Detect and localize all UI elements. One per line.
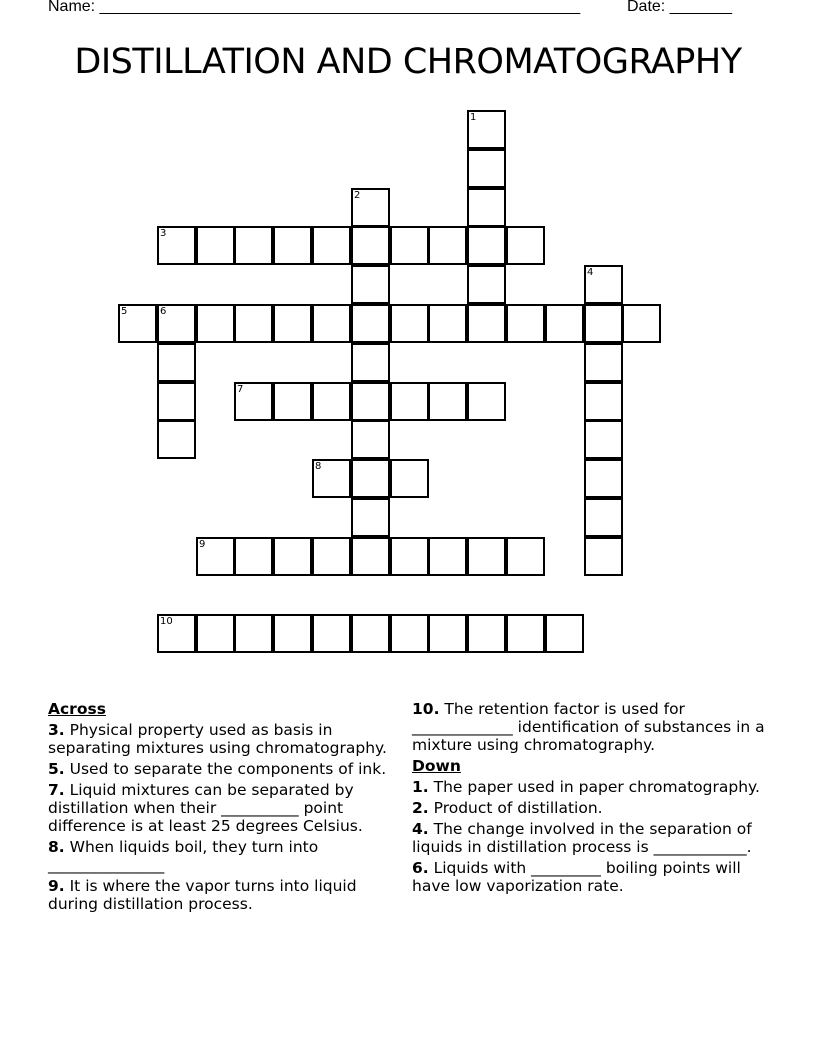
- cell-number: 5: [121, 306, 128, 317]
- crossword-cell[interactable]: [351, 420, 390, 459]
- crossword-cell[interactable]: [351, 304, 390, 343]
- crossword-cell[interactable]: [428, 614, 467, 653]
- crossword-cell[interactable]: [234, 226, 273, 265]
- crossword-cell[interactable]: [273, 382, 312, 421]
- crossword-cell[interactable]: [390, 459, 429, 498]
- crossword-cell[interactable]: [467, 265, 506, 304]
- clue-number: 4.: [412, 820, 429, 838]
- clue-text: When liquids boil, they turn into _______________: [48, 838, 319, 874]
- crossword-cell[interactable]: [584, 382, 623, 421]
- crossword-cell[interactable]: [467, 149, 506, 188]
- crossword-cell[interactable]: [351, 188, 390, 227]
- clue-text: The paper used in paper chromatography.: [428, 778, 760, 796]
- clue-text: Physical property used as basis in separating mixtures using chromatography.: [48, 721, 387, 757]
- crossword-cell[interactable]: [273, 614, 312, 653]
- page-title: DISTILLATION AND CHROMATOGRAPHY: [74, 42, 742, 82]
- date-field-label[interactable]: Date: _______: [627, 0, 732, 15]
- clue-across-5: [48, 760, 404, 778]
- clue-number: 5.: [48, 760, 65, 778]
- cell-number: 8: [315, 461, 322, 472]
- crossword-cell[interactable]: [196, 304, 235, 343]
- crossword-cell[interactable]: [506, 614, 545, 653]
- clues-right-column: [412, 700, 782, 898]
- crossword-cell[interactable]: [351, 614, 390, 653]
- clue-number: 7.: [48, 781, 65, 799]
- crossword-cell[interactable]: [312, 304, 351, 343]
- crossword-cell[interactable]: [312, 537, 351, 576]
- clue-down-1: [412, 778, 782, 796]
- crossword-cell[interactable]: [584, 459, 623, 498]
- crossword-cell[interactable]: [584, 498, 623, 537]
- clue-number: 3.: [48, 721, 65, 739]
- clue-number: 6.: [412, 859, 429, 877]
- clue-down-4: [412, 820, 782, 856]
- crossword-cell[interactable]: [428, 382, 467, 421]
- crossword-cell[interactable]: [196, 226, 235, 265]
- clue-text: Used to separate the components of ink.: [64, 760, 387, 778]
- crossword-cell[interactable]: [467, 226, 506, 265]
- crossword-cell[interactable]: [234, 537, 273, 576]
- cell-number: 7: [237, 384, 244, 395]
- crossword-cell[interactable]: [234, 304, 273, 343]
- crossword-cell[interactable]: [584, 537, 623, 576]
- clue-across-9: [48, 877, 404, 913]
- crossword-cell[interactable]: [506, 304, 545, 343]
- cell-number: 4: [587, 267, 594, 278]
- crossword-cell[interactable]: [545, 304, 584, 343]
- crossword-cell[interactable]: [351, 265, 390, 304]
- crossword-cell[interactable]: [157, 304, 196, 343]
- crossword-cell[interactable]: [390, 382, 429, 421]
- cell-number: 3: [160, 228, 167, 239]
- across-heading: Across: [48, 700, 106, 718]
- crossword-cell[interactable]: [312, 382, 351, 421]
- crossword-cell[interactable]: [234, 614, 273, 653]
- clue-text: Liquid mixtures can be separated by distillation when their __________ point difference is at least 25 degrees Celsius.: [48, 781, 363, 835]
- clue-across-8: [48, 838, 404, 874]
- crossword-cell[interactable]: [157, 382, 196, 421]
- cell-number: 1: [470, 112, 477, 123]
- clue-text: The change involved in the separation of liquids in distillation process is ____________.: [412, 820, 752, 856]
- crossword-cell[interactable]: [351, 537, 390, 576]
- crossword-cell[interactable]: [506, 537, 545, 576]
- crossword-cell[interactable]: [390, 537, 429, 576]
- clue-number: 8.: [48, 838, 65, 856]
- crossword-cell[interactable]: [467, 382, 506, 421]
- crossword-cell[interactable]: [584, 343, 623, 382]
- crossword-cell[interactable]: [545, 614, 584, 653]
- crossword-cell[interactable]: [390, 226, 429, 265]
- cell-number: 9: [199, 539, 206, 550]
- crossword-cell[interactable]: [351, 343, 390, 382]
- crossword-cell[interactable]: [157, 343, 196, 382]
- cell-number: 10: [160, 616, 173, 627]
- clues-left-column: [48, 700, 404, 916]
- name-field-label[interactable]: Name: ______________________________________________________: [48, 0, 581, 15]
- clue-down-6: [412, 859, 782, 895]
- crossword-cell[interactable]: [467, 614, 506, 653]
- clue-down-2: [412, 799, 782, 817]
- crossword-cell[interactable]: [273, 304, 312, 343]
- crossword-cell[interactable]: [157, 614, 196, 653]
- down-heading: Down: [412, 757, 461, 775]
- crossword-cell[interactable]: [467, 537, 506, 576]
- clue-across-7: [48, 781, 404, 835]
- clue-text: Liquids with _________ boiling points will have low vaporization rate.: [412, 859, 741, 895]
- crossword-cell[interactable]: [428, 304, 467, 343]
- crossword-cell[interactable]: [428, 537, 467, 576]
- crossword-cell[interactable]: [467, 110, 506, 149]
- clue-text: The retention factor is used for _____________ identification of substances in a mixture using chromatography.: [412, 700, 765, 754]
- crossword-cell[interactable]: [584, 265, 623, 304]
- crossword-cell[interactable]: [584, 420, 623, 459]
- crossword-cell[interactable]: [467, 188, 506, 227]
- crossword-cell[interactable]: [157, 226, 196, 265]
- clue-number: 10.: [412, 700, 440, 718]
- clue-text: It is where the vapor turns into liquid during distillation process.: [48, 877, 357, 913]
- crossword-cell[interactable]: [351, 498, 390, 537]
- crossword-cell[interactable]: [428, 226, 467, 265]
- crossword-cell[interactable]: [312, 226, 351, 265]
- crossword-cell[interactable]: [390, 614, 429, 653]
- cell-number: 6: [160, 306, 167, 317]
- crossword-cell[interactable]: [273, 226, 312, 265]
- clue-number: 1.: [412, 778, 429, 796]
- crossword-cell[interactable]: [467, 304, 506, 343]
- clue-across-3: [48, 721, 404, 757]
- crossword-cell[interactable]: [118, 304, 157, 343]
- crossword-cell[interactable]: [351, 382, 390, 421]
- crossword-cell[interactable]: [584, 304, 623, 343]
- clue-number: 2.: [412, 799, 429, 817]
- crossword-cell[interactable]: [157, 420, 196, 459]
- crossword-cell[interactable]: [351, 226, 390, 265]
- crossword-cell[interactable]: [506, 226, 545, 265]
- clue-text: Product of distillation.: [428, 799, 603, 817]
- crossword-cell[interactable]: [273, 537, 312, 576]
- crossword-cell[interactable]: [234, 382, 273, 421]
- clue-across-10: [412, 700, 782, 754]
- crossword-cell[interactable]: [390, 304, 429, 343]
- cell-number: 2: [354, 190, 361, 201]
- crossword-cell[interactable]: [196, 614, 235, 653]
- crossword-cell[interactable]: [351, 459, 390, 498]
- crossword-cell[interactable]: [622, 304, 661, 343]
- crossword-cell[interactable]: [312, 459, 351, 498]
- crossword-cell[interactable]: [196, 537, 235, 576]
- clue-number: 9.: [48, 877, 65, 895]
- crossword-cell[interactable]: [312, 614, 351, 653]
